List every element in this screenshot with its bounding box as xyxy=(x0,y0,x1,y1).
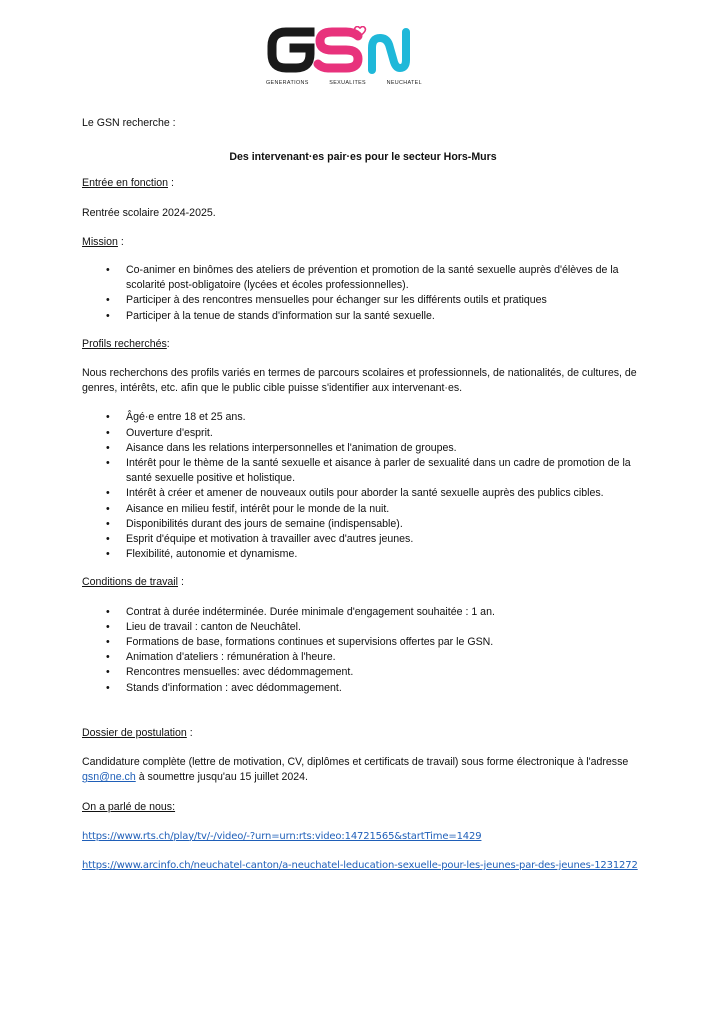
list-item: • Participer à la tenue de stands d'information sur la santé sexuelle. xyxy=(82,309,644,324)
mission-list xyxy=(82,263,644,324)
mission-heading: Mission xyxy=(82,235,118,248)
list-item: • Intérêt pour le thème de la santé sexuelle et aisance à parler de sexualité dans un cadre de promotion de la santé sexuelle positive et holistique. xyxy=(82,456,644,486)
list-item: • Intérêt à créer et amener de nouveaux outils pour aborder la santé sexuelle auprès des publics cibles. xyxy=(82,486,644,501)
dossier-heading-line xyxy=(82,726,644,741)
dossier-text-before: Candidature complète (lettre de motivation, CV, diplômes et certificats de travail) sous forme électronique à l'adresse xyxy=(82,756,629,769)
entree-text: Rentrée scolaire 2024-2025. xyxy=(82,206,216,219)
entree-heading-line xyxy=(82,176,644,191)
logo-g-shape xyxy=(272,32,310,68)
list-item: • Participer à des rencontres mensuelles pour échanger sur les différents outils et pratiques xyxy=(82,293,644,308)
page-title: Des intervenant·es pair·es pour le secteur Hors-Murs xyxy=(229,151,497,164)
mission-colon: : xyxy=(117,235,124,248)
list-item: • Âgé·e entre 18 et 25 ans. xyxy=(82,410,644,425)
list-item: • Flexibilité, autonomie et dynamisme. xyxy=(82,547,644,562)
profils-colon: : xyxy=(166,337,170,350)
profils-heading: Profils recherchés xyxy=(82,337,167,350)
dossier-colon: : xyxy=(186,726,193,739)
email-link[interactable]: gsn@ne.ch xyxy=(82,771,136,784)
presse-heading: On a parlé de nous: xyxy=(82,800,176,813)
arcinfo-article-link[interactable]: https://www.arcinfo.ch/neuchatel-canton/a-neuchatel-leducation-sexuelle-pour-les-jeunes-par-des-jeunes-1231272 xyxy=(82,859,638,871)
gsn-logo-graphic xyxy=(266,26,426,76)
logo-caption-generations: GENERATIONS xyxy=(266,80,309,86)
profils-text: Nous recherchons des profils variés en termes de parcours scolaires et professionnels, de nationalités, de cultures, de genres, intérêts, etc. afin que le public cible puisse s'identifier aux intervenant·es. xyxy=(82,367,637,395)
profils-list xyxy=(82,410,644,562)
logo-caption-neuchatel: NEUCHATEL xyxy=(386,80,422,86)
list-item: • Aisance dans les relations interpersonnelles et l'animation de groupes. xyxy=(82,441,644,456)
list-item: • Esprit d'équipe et motivation à travailler avec d'autres jeunes. xyxy=(82,532,644,547)
dossier-heading: Dossier de postulation xyxy=(82,726,187,739)
logo-s-shape xyxy=(318,32,358,68)
document-body xyxy=(82,116,644,873)
dossier-text-after: à soumettre jusqu'au 15 juillet 2024. xyxy=(135,771,308,784)
mission-heading-line xyxy=(82,235,644,250)
logo-caption xyxy=(266,76,422,91)
arcinfo-link-line xyxy=(82,858,644,873)
logo-caption-sexualites: SEXUALITES xyxy=(329,80,367,86)
dossier-text xyxy=(82,755,644,785)
list-item: • Animation d'ateliers : rémunération à l'heure. xyxy=(82,650,644,665)
list-item: • Ouverture d'esprit. xyxy=(82,426,644,441)
logo-n-shape xyxy=(372,32,406,70)
list-item: • Formations de base, formations continues et supervisions offertes par le GSN. xyxy=(82,635,644,650)
conditions-list xyxy=(82,605,644,696)
list-item: • Lieu de travail : canton de Neuchâtel. xyxy=(82,620,644,635)
intro-text: Le GSN recherche : xyxy=(82,117,176,129)
entree-colon: : xyxy=(168,177,174,190)
rts-video-link[interactable]: https://www.rts.ch/play/tv/-/video/-?urn=urn:rts:video:14721565&startTime=1429 xyxy=(82,830,482,842)
conditions-heading-line xyxy=(82,575,644,590)
list-item: • Rencontres mensuelles: avec dédommagement. xyxy=(82,665,644,680)
list-item: • Co-animer en binômes des ateliers de prévention et promotion de la santé sexuelle auprès d'élèves de la scolarité post-obligatoire (lycées et écoles professionnelles). xyxy=(82,263,644,293)
conditions-heading: Conditions de travail xyxy=(82,576,178,589)
list-item: • Disponibilités durant des jours de semaine (indispensable). xyxy=(82,517,644,532)
rts-link-line xyxy=(82,829,644,844)
list-item: • Aisance en milieu festif, intérêt pour le monde de la nuit. xyxy=(82,502,644,517)
list-item: • Contrat à durée indéterminée. Durée minimale d'engagement souhaitée : 1 an. xyxy=(82,605,644,620)
entree-heading: Entrée en fonction xyxy=(82,177,168,190)
list-item: • Stands d'information : avec dédommagement. xyxy=(82,681,644,696)
profils-heading-line xyxy=(82,337,644,352)
conditions-colon: : xyxy=(178,576,184,589)
